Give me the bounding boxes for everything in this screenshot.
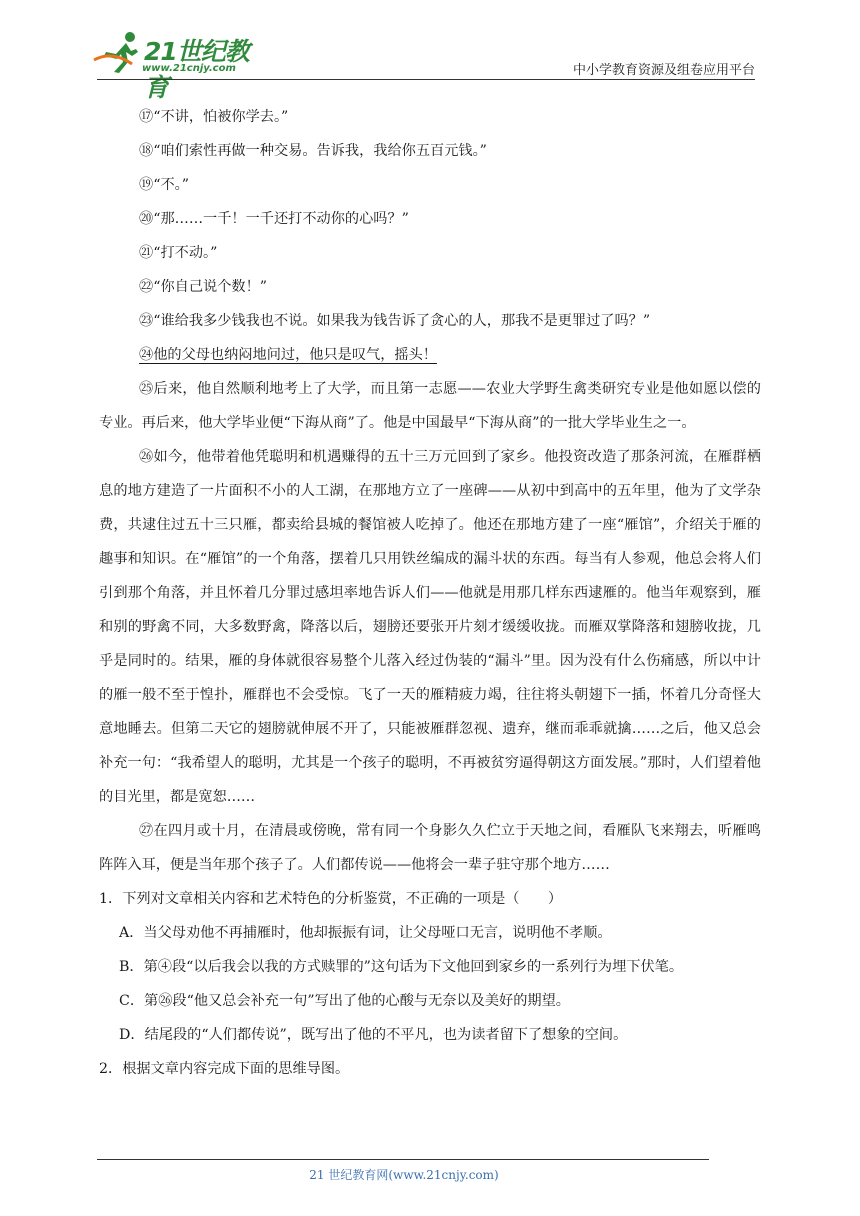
- site-logo[interactable]: [92, 30, 272, 102]
- dialogue-line: ⑱“咱们索性再做一种交易。告诉我，我给你五百元钱。”: [139, 143, 487, 159]
- logo-url: www.21cnjy.com: [142, 63, 236, 74]
- dialogue-line-underlined: [99, 338, 761, 372]
- footer-link[interactable]: 21 世纪教育网(www.21cnjy.com): [309, 1168, 499, 1182]
- dialogue-line: ㉒“你自己说个数！”: [139, 279, 268, 295]
- dialogue-line: ㉓“谁给我多少钱我也不说。如果我为钱告诉了贪心的人，那我不是更罪过了吗？”: [139, 313, 651, 329]
- dialogue-line: ⑲“不。”: [139, 177, 189, 193]
- question-1: 1．下列对文章相关内容和艺术特色的分析鉴赏，不正确的一项是（ ）: [99, 891, 563, 907]
- article-body: [99, 100, 761, 1086]
- running-figure-icon: [92, 30, 144, 74]
- logo-text: 21世纪教育: [144, 37, 249, 102]
- paragraph-27: ㉗在四月或十月，在清晨或傍晚，常有同一个身影久久伫立于天地之间，看雁队飞来翔去，听雁鸣阵阵入耳，便是当年那个孩子了。人们都传说——他将会一辈子驻守那个地方……: [99, 823, 761, 873]
- option-b: B．第④段“以后我会以我的方式赎罪的”这句话为下文他回到家乡的一系列行为埋下伏笔。: [119, 959, 684, 975]
- option-d: D．结尾段的“人们都传说”，既写出了他的不平凡，也为读者留下了想象的空间。: [119, 1027, 628, 1043]
- header-divider: [97, 79, 755, 80]
- paragraph-26: ㉖如今，他带着他凭聪明和机遇赚得的五十三万元回到了家乡。他投资改造了那条河流，在雁群栖息的地方建造了一片面积不小的人工湖，在那地方立了一座碑——从初中到高中的五年里，他为了文学杂费，共逮住过五十三只雁，都卖给县城的餐馆被人吃掉了。他还在那地方建了一座“雁馆”，介绍关于雁的趣事和知识。在“雁馆”的一个角落，摆着几只用铁丝编成的漏斗状的东西。每当有人参观，他总会将人们引到那个角落，并且怀着几分罪过感坦率地告诉人们——他就是用那几样东西逮雁的。他当年观察到，雁和别的野禽不同，大多数野禽，降落以后，翅膀还要张开片刻才缓缓收拢。而雁双掌降落和翅膀收拢，几乎是同时的。结果，雁的身体就很容易整个儿落入经过伪装的“漏斗”里。因为没有什么伤痛感，所以中计的雁一般不至于惶扑，雁群也不会受惊。飞了一天的雁精疲力竭，往往将头朝翅下一插，怀着几分奇怪大意地睡去。但第二天它的翅膀就伸展不开了，只能被雁群忽视、遗弃，继而乖乖就擒……之后，他又总会补充一句：“我希望人的聪明，尤其是一个孩子的聪明，不再被贫穷逼得朝这方面发展。”那时，人们望着他的目光里，都是宽恕……: [99, 449, 761, 805]
- dialogue-line: ⑳“那……一千！一千还打不动你的心吗？”: [139, 211, 409, 227]
- option-a: A．当父母劝他不再捕雁时，他却振振有词，让父母哑口无言，说明他不孝顺。: [119, 925, 612, 941]
- page-header: [0, 0, 860, 102]
- dialogue-line: ㉑“打不动。”: [139, 245, 218, 261]
- dialogue-line: ⑰“不讲，怕被你学去。”: [139, 109, 289, 125]
- paragraph-25: ㉕后来，他自然顺利地考上了大学，而且第一志愿——农业大学野生禽类研究专业是他如愿以偿的专业。再后来，他大学毕业便“下海从商”了。他是中国最早“下海从商”的一批大学毕业生之一。: [99, 381, 761, 431]
- footer-divider: [97, 1159, 709, 1160]
- platform-name: 中小学教育资源及组卷应用平台: [572, 63, 755, 78]
- underlined-sentence: ㉔他的父母也纳闷地问过，他只是叹气，摇头！: [139, 347, 437, 363]
- option-c: C．第㉖段“他又总会补充一句”写出了他的心酸与无奈以及美好的期望。: [119, 993, 570, 1009]
- question-2: 2．根据文章内容完成下面的思维导图。: [99, 1061, 350, 1077]
